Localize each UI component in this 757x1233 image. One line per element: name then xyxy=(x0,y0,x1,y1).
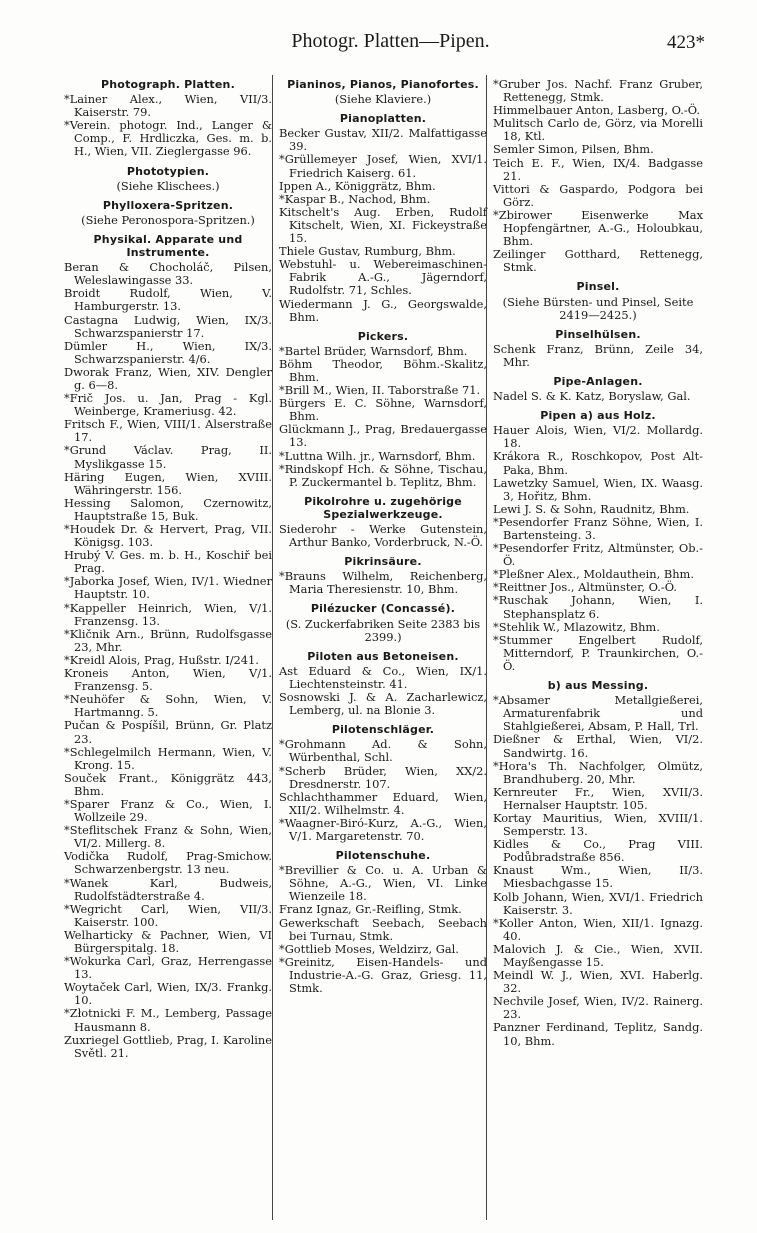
cross-reference: (Siehe Peronospora-Spritzen.) xyxy=(81,212,255,227)
directory-entry: *Gottlieb Moses, Weldzirz, Gal. xyxy=(279,941,459,956)
section-heading: Pinselhülsen. xyxy=(555,327,641,341)
directory-entry: Woytaček Carl, Wien, IX/3. Frankg. 10. xyxy=(64,980,272,1008)
directory-entry: Kernreuter Fr., Wien, XVII/3. Hernalser Hauptstr. 105. xyxy=(493,784,703,812)
section-heading: Phylloxera-Spritzen. xyxy=(102,198,234,212)
directory-entry: Hessing Salomon, Czernowitz, Hauptstraße 15, Buk. xyxy=(64,495,272,523)
directory-entry: Vodička Rudolf, Prag-Smichow. Schwarzenbergstr. 13 neu. xyxy=(64,849,272,877)
section-heading: Piloten aus Betoneisen. xyxy=(307,649,459,663)
directory-entry: Dümler H., Wien, IX/3. Schwarzspanierstr. 4/6. xyxy=(64,338,272,366)
cross-reference: (S. Zuckerfabriken Seite 2383 bis 2399.) xyxy=(285,616,481,644)
directory-entry: *Wegricht Carl, Wien, VII/3. Kaiserstr. 100. xyxy=(64,901,272,929)
directory-entry: Teich E. F., Wien, IX/4. Badgasse 21. xyxy=(493,155,703,183)
directory-entry: *Waagner-Biró-Kurz, A.-G., Wien, V/1. Margaretenstr. 70. xyxy=(279,815,487,843)
directory-entry: *Kličnik Arn., Brünn, Rudolfsgasse 23, Mhr. xyxy=(64,626,272,654)
directory-entry: *Wokurka Carl, Graz, Herrengasse 13. xyxy=(64,954,272,982)
cross-reference: (Siehe Bürsten- und Pinsel, Seite 2419—2425.) xyxy=(502,294,694,322)
directory-entry: Nechvile Josef, Wien, IV/2. Rainerg. 23. xyxy=(493,994,703,1022)
cross-reference: (Siehe Klischees.) xyxy=(116,178,220,193)
directory-entry: Siederohr - Werke Gutenstein, Arthur Banko, Vorderbruck, N.-Ö. xyxy=(279,522,487,550)
directory-entry: *Grüllemeyer Josef, Wien, XVI/1. Friedrich Kaiserg. 61. xyxy=(279,152,487,180)
directory-entry: Krákora R., Roschkopov, Post Alt-Paka, Bhm. xyxy=(493,449,703,477)
section-heading: b) aus Messing. xyxy=(547,679,649,693)
directory-entry: *Brevillier & Co. u. A. Urban & Söhne, A.-G., Wien, VI. Linke Wienzeile 18. xyxy=(279,863,487,904)
directory-entry: *Brill M., Wien, II. Taborstraße 71. xyxy=(279,383,481,398)
directory-entry: *Brauns Wilhelm, Reichenberg, Maria Theresienstr. 10, Bhm. xyxy=(279,569,487,597)
section-heading: Pipen a) aus Holz. xyxy=(540,409,656,423)
directory-entry: *Koller Anton, Wien, XII/1. Ignazg. 40. xyxy=(493,915,703,943)
section-heading: Physikal. Apparate und Instrumente. xyxy=(93,232,243,260)
directory-entry: *Reittner Jos., Altmünster, O.-Ö. xyxy=(493,580,678,595)
section-heading: Pilotenschläger. xyxy=(331,723,435,737)
directory-entry: Webstuhl- u. Webereimaschinen-Fabrik A.-G., Jägerndorf, Rudolfstr. 71, Schles. xyxy=(279,257,487,298)
directory-entry: *Verein. photogr. Ind., Langer & Comp., F. Hrdliczka, Ges. m. b. H., Wien, VII. Zieglergasse 96. xyxy=(64,118,272,159)
directory-entry: Hrubý V. Ges. m. b. H., Koschiř bei Prag. xyxy=(64,548,272,576)
directory-entry: Ippen A., Königgrätz, Bhm. xyxy=(279,178,436,193)
cross-reference: (Siehe Klaviere.) xyxy=(334,92,432,107)
directory-entry: Knaust Wm., Wien, II/3. Miesbachgasse 15. xyxy=(493,863,703,891)
directory-entry: Lewi J. S. & Sohn, Raudnitz, Bhm. xyxy=(493,501,690,516)
directory-entry: *Stummer Engelbert Rudolf, Mitterndorf, P. Traunkirchen, O.-Ö. xyxy=(493,632,703,673)
directory-entry: *Grohmann Ad. & Sohn, Würbenthal, Schl. xyxy=(279,737,487,765)
directory-entry: Panzner Ferdinand, Teplitz, Sandg. 10, Bhm. xyxy=(493,1020,703,1048)
directory-entry: Schenk Franz, Brünn, Zeile 34, Mhr. xyxy=(493,341,703,369)
directory-entry: Vittori & Gaspardo, Podgora bei Görz. xyxy=(493,181,703,209)
directory-entry: *Pleßner Alex., Moldauthein, Bhm. xyxy=(493,567,694,582)
directory-entry: Glückmann J., Prag, Bredauergasse 13. xyxy=(279,422,487,450)
directory-entry: *Gruber Jos. Nachf. Franz Gruber, Rettenegg, Stmk. xyxy=(493,77,703,105)
section-heading: Pickers. xyxy=(357,329,409,343)
directory-entry: *Schlegelmilch Hermann, Wien, V. Krong. 15. xyxy=(64,744,272,772)
directory-entry: *Lainer Alex., Wien, VII/3. Kaiserstr. 79. xyxy=(64,92,272,120)
section-heading: Pikrinsäure. xyxy=(344,555,422,569)
section-heading: Pilézucker (Concassé). xyxy=(310,602,456,616)
directory-entry: *Jaborka Josef, Wien, IV/1. Wiedner Hauptstr. 10. xyxy=(64,574,272,602)
directory-entry: Ast Eduard & Co., Wien, IX/1. Liechtensteinstr. 41. xyxy=(279,663,487,691)
directory-entry: Hauer Alois, Wien, VI/2. Mollardg. 18. xyxy=(493,423,703,451)
directory-entry: Dießner & Erthal, Wien, VI/2. Sandwirtg. 16. xyxy=(493,732,703,760)
directory-entry: Böhm Theodor, Böhm.-Skalitz, Bhm. xyxy=(279,356,487,384)
directory-entry: Becker Gustav, XII/2. Malfattigasse 39. xyxy=(279,126,487,154)
directory-entry: Malovich J. & Cie., Wien, XVII. Mayßengasse 15. xyxy=(493,941,703,969)
directory-entry: Kolb Johann, Wien, XVI/1. Friedrich Kaiserstr. 3. xyxy=(493,889,703,917)
directory-entry: *Sparer Franz & Co., Wien, I. Wollzeile 29. xyxy=(64,796,272,825)
directory-entry: Dworak Franz, Wien, XIV. Dengler g. 6—8. xyxy=(64,364,272,392)
column-3 xyxy=(493,78,703,1048)
column-divider xyxy=(272,75,273,1220)
directory-entry: Souček Frant., Königgrätz 443, Bhm. xyxy=(64,770,272,798)
directory-entry: *Złotnicki F. M., Lemberg, Passage Hausmann 8. xyxy=(64,1006,272,1034)
section-heading: Pianinos, Pianos, Pianofortes. xyxy=(287,78,479,91)
directory-entry: *Frič Jos. u. Jan, Prag - Kgl. Weinberge, Krameriusg. 42. xyxy=(64,391,272,419)
directory-entry: Kitschelt's Aug. Erben, Rudolf Kitschelt, Wien, XI. Fickeystraße 15. xyxy=(279,204,487,246)
directory-entry: Thiele Gustav, Rumburg, Bhm. xyxy=(279,244,456,259)
directory-entry: *Kaspar B., Nachod, Bhm. xyxy=(279,191,431,206)
directory-entry: Sosnowski J. & A. Zacharlewicz, Lemberg, ul. na Blonie 3. xyxy=(279,690,487,718)
section-heading: Pianoplatten. xyxy=(339,112,427,126)
directory-entry: Castagna Ludwig, Wien, IX/3. Schwarzspanierstr 17. xyxy=(64,312,272,340)
directory-entry: *Rindskopf Hch. & Söhne, Tischau, P. Zuckermantel b. Teplitz, Bhm. xyxy=(279,461,487,489)
directory-entry: Kroneis Anton, Wien, V/1. Franzensg. 5. xyxy=(64,666,272,694)
column-1 xyxy=(64,78,272,1060)
directory-entry: Schlachthammer Eduard, Wien, XII/2. Wilhelmstr. 4. xyxy=(279,789,487,817)
directory-entry: *Bartel Brüder, Warnsdorf, Bhm. xyxy=(279,343,468,358)
directory-entry: Häring Eugen, Wien, XVIII. Währingerstr. 156. xyxy=(64,469,272,497)
directory-entry: Kidles & Co., Prag VIII. Podůbradstraße 856. xyxy=(493,837,703,865)
directory-entry: Meindl W. J., Wien, XVI. Haberlg. 32. xyxy=(493,968,703,996)
section-heading: Pikolrohre u. zugehörige Spezialwerkzeuge. xyxy=(304,494,462,521)
running-title: Photogr. Platten—Pipen. xyxy=(291,30,490,52)
directory-entry: *Scherb Brüder, Wien, XX/2. Dresdnerstr. 107. xyxy=(279,763,487,791)
directory-entry: *Pesendorfer Franz Söhne, Wien, I. Bartensteing. 3. xyxy=(493,514,703,542)
directory-entry: *Greinitz, Eisen-Handels- und Industrie-A.-G. Graz, Griesg. 11, Stmk. xyxy=(279,954,487,995)
section-heading: Photograph. Platten. xyxy=(101,78,235,91)
section-heading: Phototypien. xyxy=(126,164,210,178)
page-header xyxy=(0,30,757,60)
directory-entry: Beran & Chocholáč, Pilsen, Weleslawingasse 33. xyxy=(64,260,272,288)
section-heading: Pilotenschuhe. xyxy=(335,849,431,863)
directory-entry: *Neuhöfer & Sohn, Wien, V. Hartmanng. 5. xyxy=(64,692,272,720)
directory-entry: Welharticky & Pachner, Wien, VI Bürgerspitalg. 18. xyxy=(64,927,272,955)
page-number: 423* xyxy=(667,32,705,53)
directory-entry: Zeilinger Gotthard, Rettenegg, Stmk. xyxy=(493,247,703,275)
column-2 xyxy=(279,78,487,995)
directory-entry: *Stehlik W., Mlazowitz, Bhm. xyxy=(493,619,660,634)
directory-entry: *Pesendorfer Fritz, Altmünster, Ob.-Ö. xyxy=(493,541,703,569)
directory-entry: *Steflitschek Franz & Sohn, Wien, VI/2. Millerg. 8. xyxy=(64,823,272,851)
section-heading: Pipe-Anlagen. xyxy=(553,374,643,388)
directory-entry: Broidt Rudolf, Wien, V. Hamburgerstr. 13. xyxy=(64,286,272,314)
directory-entry: Pučan & Pospíšil, Brünn, Gr. Platz 23. xyxy=(64,718,272,746)
directory-entry: *Luttna Wilh. jr., Warnsdorf, Bhm. xyxy=(279,448,476,463)
directory-entry: *Wanek Karl, Budweis, Rudolfstädterstraße 4. xyxy=(64,875,272,903)
directory-entry: *Ruschak Johann, Wien, I. Stephansplatz 6. xyxy=(493,593,703,621)
section-heading: Pinsel. xyxy=(576,280,620,294)
directory-entry: *Absamer Metallgießerei, Armaturenfabrik und Stahlgießerei, Absam, P. Hall, Trl. xyxy=(493,693,703,734)
directory-entry: Kortay Mauritius, Wien, XVIII/1. Semperstr. 13. xyxy=(493,810,703,839)
directory-entry: Himmelbauer Anton, Lasberg, O.-Ö. xyxy=(493,103,701,118)
directory-entry: *Kreidl Alois, Prag, Hußstr. I/241. xyxy=(64,652,259,667)
directory-entry: Lawetzky Samuel, Wien, IX. Waasg. 3, Hořitz, Bhm. xyxy=(493,475,703,503)
directory-entry: Franz Ignaz, Gr.-Reifling, Stmk. xyxy=(279,902,462,917)
directory-entry: Zuxriegel Gottlieb, Prag, I. Karoline Světl. 21. xyxy=(64,1032,272,1060)
directory-entry: Gewerkschaft Seebach, Seebach bei Turnau, Stmk. xyxy=(279,915,487,943)
directory-entry: *Kappeller Heinrich, Wien, V/1. Franzensg. 13. xyxy=(64,600,272,628)
directory-entry: *Hora's Th. Nachfolger, Olmütz, Brandhuberg. 20, Mhr. xyxy=(493,758,703,786)
directory-entry: *Zbirower Eisenwerke Max Hopfengärtner, A.-G., Holoubkau, Bhm. xyxy=(493,207,703,249)
directory-entry: Nadel S. & K. Katz, Boryslaw, Gal. xyxy=(493,389,691,404)
directory-entry: Mulitsch Carlo de, Görz, via Morelli 18, Ktl. xyxy=(493,116,703,144)
directory-entry: Wiedermann J. G., Georgswalde, Bhm. xyxy=(279,296,487,324)
directory-entry: Fritsch F., Wien, VIII/1. Alserstraße 17. xyxy=(64,417,272,445)
directory-entry: Bürgers E. C. Söhne, Warnsdorf, Bhm. xyxy=(279,396,487,424)
directory-entry: Semler Simon, Pilsen, Bhm. xyxy=(493,142,654,157)
directory-entry: *Houdek Dr. & Hervert, Prag, VII. Königsg. 103. xyxy=(64,522,272,550)
directory-entry: *Grund Václav. Prag, II. Myslikgasse 15. xyxy=(64,443,272,471)
